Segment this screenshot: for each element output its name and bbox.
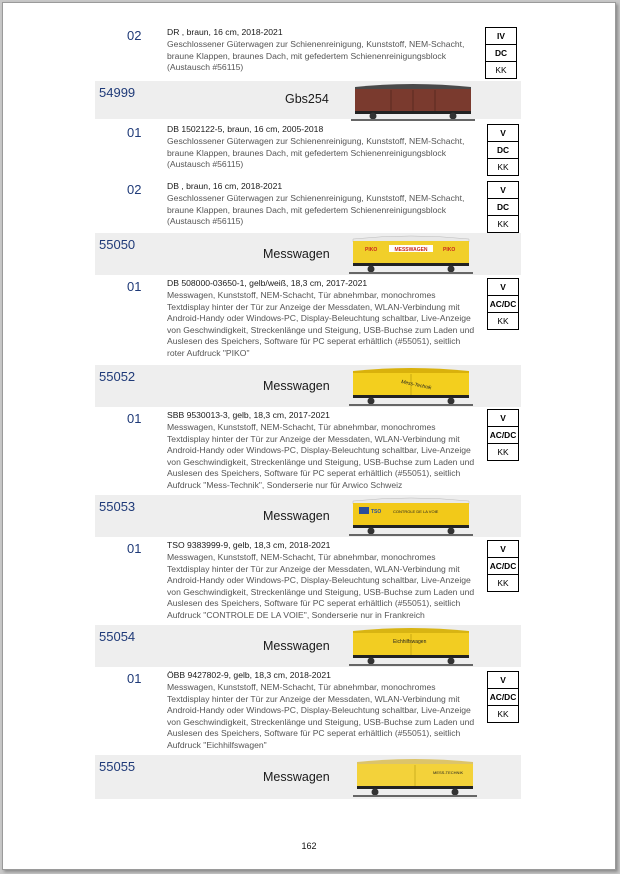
badge-box (485, 27, 517, 79)
wagon-image (349, 365, 473, 407)
entry-description: Messwagen, Kunststoff, NEM-Schacht, Tür abnehmbar, monochromes Textdisplay hinter der Tür zur Anzeige der Messdaten, WLAN-Verbindung mit Android-Handy oder Windows-PC, Display-Beleuchtung schaltbar, Live-Anzeige von Geschwindigkeit, Streckenlänge und Steigung, USB-Buchse zum Laden und Auslesen des Speichers, Software für PC seperat erhältlich (#55051), seitlich Aufdruck "Mess-Technik", Sonderserie nur für Arwico Schweiz (167, 422, 475, 490)
entry-title: DB , braun, 16 cm, 2018-2021 (167, 181, 283, 191)
article-header (95, 81, 521, 119)
epoch-badge: V (488, 672, 518, 689)
wagon-image (351, 81, 475, 121)
badge-box (487, 124, 519, 176)
variant-number: 01 (127, 411, 142, 426)
article-number: 55055 (99, 759, 136, 774)
variant-number: 02 (127, 28, 142, 43)
article-header (95, 755, 521, 799)
entry-title: DR , braun, 16 cm, 2018-2021 (167, 27, 283, 37)
entry-description: Messwagen, Kunststoff, NEM-Schacht, Tür abnehmbar, monochromes Textdisplay hinter der Tür zur Anzeige der Messdaten, WLAN-Verbindung mit Android-Handy oder Windows-PC, Display-Beleuchtung schaltbar, Live-Anzeige von Geschwindigkeit, Streckenlänge und Steigung, USB-Buchse zum Laden und Auslesen des Speichers, Software für PC seperat erhältlich (#55051), seitlich Aufdruck "Eichhilfswagen" (167, 682, 475, 750)
entry-description: Messwagen, Kunststoff, NEM-Schacht, Tür abnehmbar, monochromes Textdisplay hinter der Tür zur Anzeige der Messdaten, WLAN-Verbindung mit Android-Handy oder Windows-PC, Display-Beleuchtung schaltbar, Live-Anzeige von Geschwindigkeit, Streckenlänge und Steigung, USB-Buchse zum Laden und Auslesen des Speichers, Software für PC seperat erhältlich (#55051), seitlich Aufdruck "CONTROLE DE LA VOIE", Sonderserie nur in Frankreich (167, 552, 475, 620)
variant-number: 01 (127, 671, 142, 686)
variant-number: 01 (127, 125, 142, 140)
wagon-image (349, 495, 473, 537)
coupling-badge: KK (497, 316, 509, 326)
article-name: Messwagen (263, 639, 330, 653)
badge-box (487, 540, 519, 592)
current-badge: DC (488, 199, 518, 216)
article-name: Messwagen (263, 247, 330, 261)
article-number: 55053 (99, 499, 136, 514)
epoch-badge: V (488, 125, 518, 142)
epoch-badge: IV (486, 28, 516, 45)
entry-title: ÖBB 9427802-9, gelb, 18,3 cm, 2018-2021 (167, 670, 331, 680)
article-number: 55052 (99, 369, 136, 384)
entry-title: DB 1502122-5, braun, 16 cm, 2005-2018 (167, 124, 324, 134)
wagon-image (349, 233, 473, 275)
svg-text:CONTROLE DE LA VOIE: CONTROLE DE LA VOIE (393, 509, 439, 514)
epoch-badge: V (488, 182, 518, 199)
current-badge: DC (488, 142, 518, 159)
entry-description: Geschlossener Güterwagen zur Schienenreinigung, Kunststoff, NEM-Schacht, braune Klappen, braunes Dach, mit gefedertem Schienenreinigungsblock (Austausch #56115) (167, 136, 465, 169)
entry-description: Geschlossener Güterwagen zur Schienenreinigung, Kunststoff, NEM-Schacht, braune Klappen, braunes Dach, mit gefedertem Schienenreinigungsblock (Austausch #56115) (167, 39, 465, 72)
epoch-badge: V (488, 279, 518, 296)
page-number: 162 (301, 841, 317, 851)
entry-title: TSO 9383999-9, gelb, 18,3 cm, 2018-2021 (167, 540, 331, 550)
variant-number: 01 (127, 279, 142, 294)
svg-text:PIKO: PIKO (365, 247, 378, 253)
svg-text:Mess-Technik: Mess-Technik (400, 379, 432, 392)
wagon-image (349, 625, 473, 667)
svg-text:Eichhilfswagen: Eichhilfswagen (393, 639, 427, 645)
badge-box (487, 181, 519, 233)
epoch-badge: V (488, 410, 518, 427)
article-number: 54999 (99, 85, 136, 100)
article-name: Messwagen (263, 770, 330, 784)
epoch-badge: V (488, 541, 518, 558)
article-header (95, 625, 521, 667)
entry-description: Geschlossener Güterwagen zur Schienenreinigung, Kunststoff, NEM-Schacht, braune Klappen, braunes Dach, mit gefedertem Schienenreinigungsblock (Austausch #56115) (167, 193, 465, 226)
catalog-page (2, 2, 616, 870)
entry-title: DB 508000-03650-1, gelb/weiß, 18,3 cm, 2017-2021 (167, 278, 368, 288)
current-badge: DC (486, 45, 516, 62)
svg-text:PIKO: PIKO (443, 247, 456, 253)
article-name: Messwagen (263, 509, 330, 523)
entry-title: SBB 9530013-3, gelb, 18,3 cm, 2017-2021 (167, 410, 330, 420)
coupling-badge: KK (497, 709, 509, 719)
current-badge: AC/DC (488, 427, 518, 444)
article-header (95, 233, 521, 275)
coupling-badge: KK (497, 578, 509, 588)
badge-box (487, 671, 519, 723)
svg-text:MESSWAGEN: MESSWAGEN (394, 247, 428, 253)
badge-box (487, 409, 519, 461)
article-number: 55050 (99, 237, 136, 252)
article-number: 55054 (99, 629, 136, 644)
entry-description: Messwagen, Kunststoff, NEM-Schacht, Tür abnehmbar, monochromes Textdisplay hinter der Tür zur Anzeige der Messdaten, WLAN-Verbindung mit Android-Handy oder Windows-PC, Display-Beleuchtung schaltbar, Live-Anzeige von Geschwindigkeit, Streckenlänge und Steigung, USB-Buchse zum Laden und Auslesen des Speichers, Software für PC seperat erhältlich (#55051), seitlich roter Aufdruck "PIKO" (167, 290, 475, 358)
coupling-badge: KK (497, 447, 509, 457)
variant-number: 01 (127, 541, 142, 556)
current-badge: AC/DC (488, 558, 518, 575)
coupling-badge: KK (495, 65, 507, 75)
article-name: Gbs254 (285, 92, 329, 106)
svg-text:MESS-TECHNIK: MESS-TECHNIK (433, 770, 464, 775)
coupling-badge: KK (497, 162, 509, 172)
coupling-badge: KK (497, 219, 509, 229)
wagon-image (353, 756, 477, 798)
current-badge: AC/DC (488, 689, 518, 706)
article-name: Messwagen (263, 379, 330, 393)
badge-box (487, 278, 519, 330)
variant-number: 02 (127, 182, 142, 197)
article-header (95, 495, 521, 537)
svg-text:TSO: TSO (371, 509, 382, 515)
article-header (95, 365, 521, 407)
current-badge: AC/DC (488, 296, 518, 313)
